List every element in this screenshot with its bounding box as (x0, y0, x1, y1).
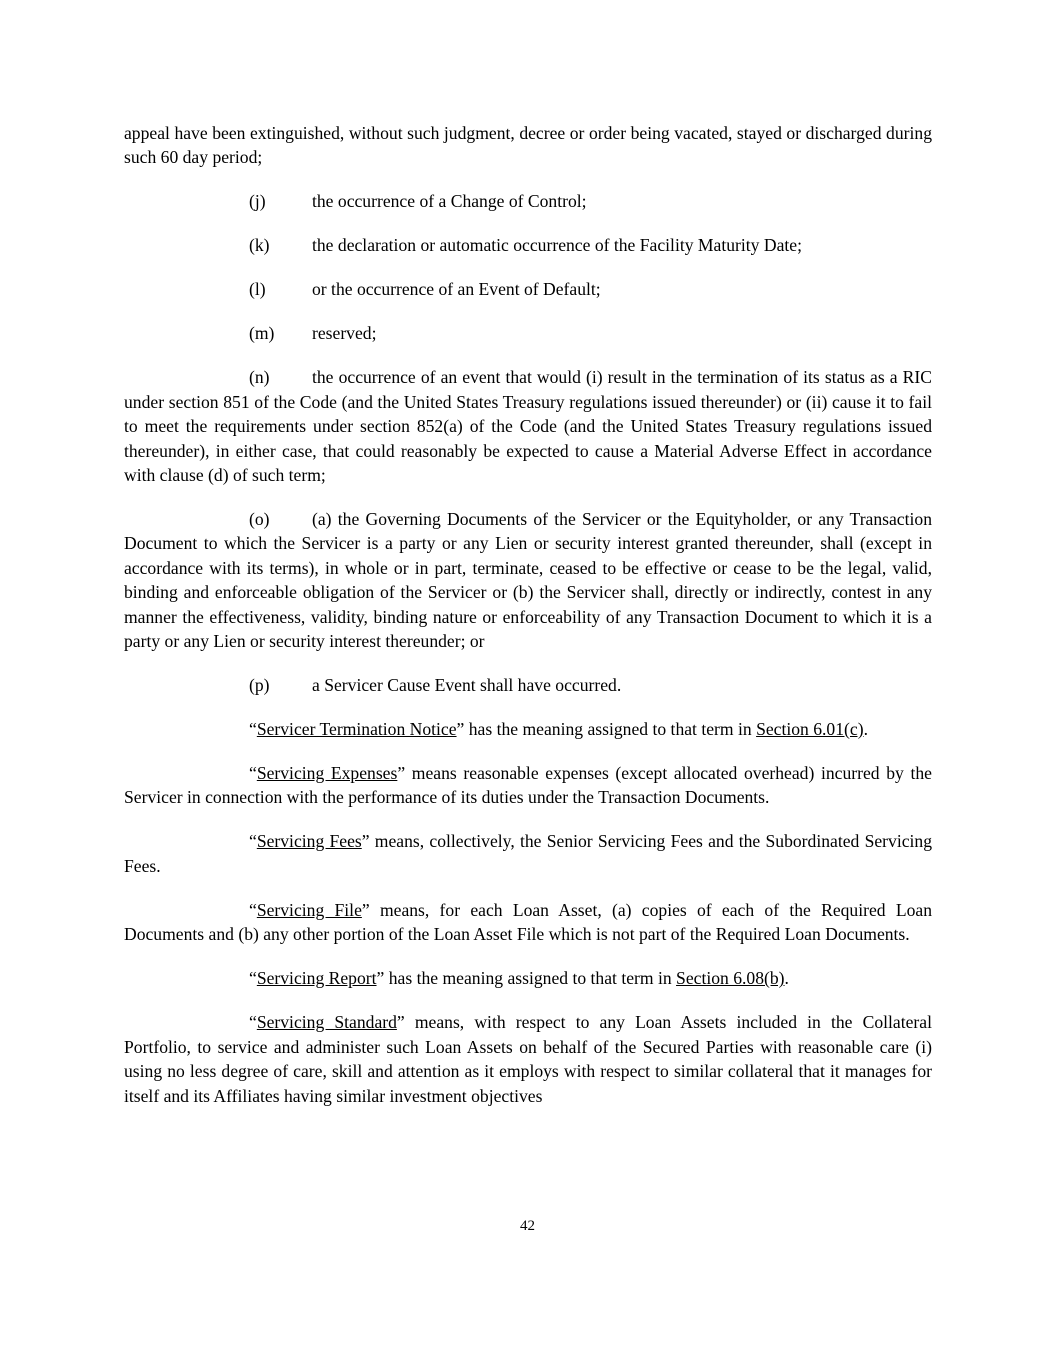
text-run: a Servicer Cause Event shall have occurred. (312, 675, 622, 696)
defined-term: Servicing Report (256, 968, 377, 989)
list-item-label: (j) (249, 191, 266, 212)
text-run: “ (249, 763, 257, 784)
text-run: ” has the meaning assigned to that term in (456, 719, 757, 740)
paragraph (124, 761, 932, 810)
text-run: ” has the meaning assigned to that term in (376, 968, 677, 989)
defined-term: Servicing File (256, 899, 362, 920)
paragraph (124, 507, 932, 653)
paragraph (124, 966, 932, 990)
text-run: “ (249, 1012, 257, 1033)
list-item-label: (p) (249, 675, 270, 696)
text-run: . (863, 719, 868, 740)
paragraph (124, 233, 932, 257)
paragraph (124, 121, 932, 170)
paragraph (124, 673, 932, 697)
text-run: ” means reasonable expenses (except allocated overhead) incurred by the Servicer in connection with the performance of its duties under the Transaction Documents. (124, 763, 932, 808)
page-number: 42 (520, 1218, 535, 1234)
text-run: ” means, collectively, the Senior Servicing Fees and the Subordinated Servicing Fees. (124, 831, 932, 876)
text-run: the occurrence of an event that would (i) result in the termination of its status as a RIC under section 851 of the Code (and the United States Treasury regulations issued thereunder) or (ii) cause it to fail to meet the requirements under section 852(a) of the Code (and the United States Treasury regulations issued thereunder), in either case, that could reasonably be expected to cause a Material Adverse Effect in accordance with clause (d) of such term; (124, 367, 932, 486)
paragraph (124, 717, 932, 741)
list-item-label: (l) (249, 279, 266, 300)
text-run: ” means, with respect to any Loan Assets included in the Collateral Portfolio, to service and administer such Loan Assets on behalf of the Secured Parties with reasonable care (i) using no less degree of care, skill and attention as it employs with respect to similar collateral that it manages for itself and its Affiliates having similar investment objectives (124, 1012, 932, 1106)
paragraph (124, 829, 932, 878)
text-run: (a) the Governing Documents of the Servicer or the Equityholder, or any Transaction Document to which the Servicer is a party or any Lien or security interest granted thereunder, shall (except in accordance with its terms), in whole or in part, terminate, ceased to be effective or cease to be the legal, valid, binding and enforceable obligation of the Servicer or (b) the Servicer shall, directly or indirectly, contest in any manner the effectiveness, validity, binding nature or enforceability of any Transaction Document to which it is a party or any Lien or security interest thereunder; or (124, 509, 932, 652)
list-item-label: (k) (249, 235, 270, 256)
defined-term: Section 6.08(b) (676, 968, 785, 989)
defined-term: Servicing Standard (256, 1012, 397, 1033)
text-run: reserved; (312, 323, 377, 344)
text-run: “ (249, 831, 257, 852)
paragraph (124, 898, 932, 947)
list-item-label: (o) (249, 509, 270, 530)
text-run: ” means, for each Loan Asset, (a) copies of each of the Required Loan Documents and (b) any other portion of the Loan Asset File which is not part of the Required Loan Documents. (124, 899, 932, 945)
list-item-label: (m) (249, 323, 275, 344)
paragraph (124, 365, 932, 487)
defined-term: Servicing Fees (256, 831, 362, 852)
list-item-label: (n) (249, 367, 270, 388)
text-run: or the occurrence of an Event of Default; (312, 279, 601, 300)
defined-term: Servicing Expenses (256, 763, 398, 784)
text-run: . (784, 968, 789, 989)
paragraph (124, 189, 932, 213)
text-run: appeal have been extinguished, without such judgment, decree or order being vacated, stayed or discharged during such 60 day period; (124, 123, 932, 168)
text-run: the occurrence of a Change of Control; (312, 191, 587, 212)
paragraph (124, 277, 932, 301)
defined-term: Section 6.01(c) (756, 719, 864, 740)
text-run: “ (249, 719, 257, 740)
text-run: “ (249, 968, 257, 989)
document-body (124, 121, 932, 1128)
defined-term: Servicer Termination Notice (256, 719, 457, 740)
text-run: “ (249, 899, 257, 920)
paragraph (124, 1010, 932, 1108)
paragraph (124, 321, 932, 345)
text-run: the declaration or automatic occurrence of the Facility Maturity Date; (312, 235, 802, 256)
